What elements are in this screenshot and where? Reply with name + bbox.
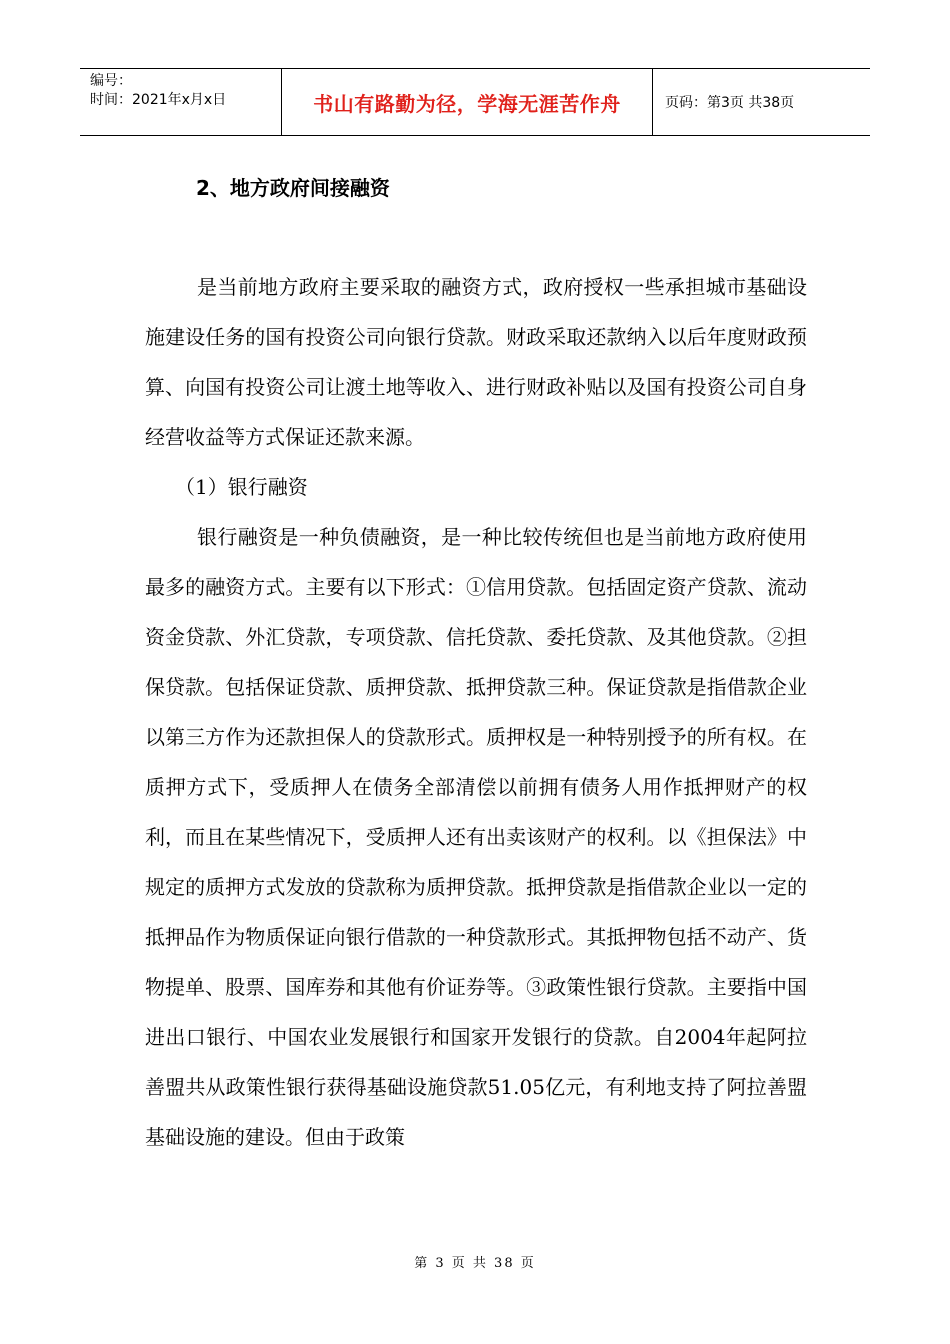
header-page-info: 页码：第3页 共38页 <box>665 95 795 111</box>
document-time-label: 时间：2021年x月x日 <box>90 92 227 108</box>
header-motto: 书山有路勤为径，学海无涯苦作舟 <box>282 69 653 135</box>
document-number-label: 编号： <box>90 73 132 89</box>
paragraph-bank-financing: 银行融资是一种负债融资，是一种比较传统但也是当前地方政府使用最多的融资方式。主要有以下形式：①信用贷款。包括固定资产贷款、流动资金贷款、外汇贷款，专项贷款、信托贷款、委托贷款、及其他贷款。②担保贷款。包括保证贷款、质押贷款、抵押贷款三种。保证贷款是指借款企业以第三方作为还款担保人的贷款形式。质押权是一种特别授予的所有权。在质押方式下，受质押人在债务全部清偿以前拥有债务人用作抵押财产的权利，而且在某些情况下，受质押人还有出卖该财产的权利。以《担保法》中规定的质押方式发放的贷款称为质押贷款。抵押贷款是指借款企业以一定的抵押品作为物质保证向银行借款的一种贷款形式。其抵押物包括不动产、货物提单、股票、国库券和其他有价证券等。③政策性银行贷款。主要指中国进出口银行、中国农业发展银行和国家开发银行的贷款。自2004年起阿拉善盟共从政策性银行获得基础设施贷款51.05亿元，有利地支持了阿拉善盟基础设施的建设。但由于政策 <box>145 525 807 1149</box>
document-header <box>80 68 870 136</box>
page-footer: 第 3 页 共 38 页 <box>414 1256 536 1271</box>
subheading-bank-financing: （1）银行融资 <box>175 475 308 499</box>
header-meta <box>80 69 282 135</box>
paragraph-intro: 是当前地方政府主要采取的融资方式，政府授权一些承担城市基础设施建设任务的国有投资公司向银行贷款。财政采取还款纳入以后年度财政预算、向国有投资公司让渡土地等收入、进行财政补贴以及国有投资公司自身经营收益等方式保证还款来源。 <box>145 275 807 449</box>
section-heading: 2、地方政府间接融资 <box>196 176 390 200</box>
